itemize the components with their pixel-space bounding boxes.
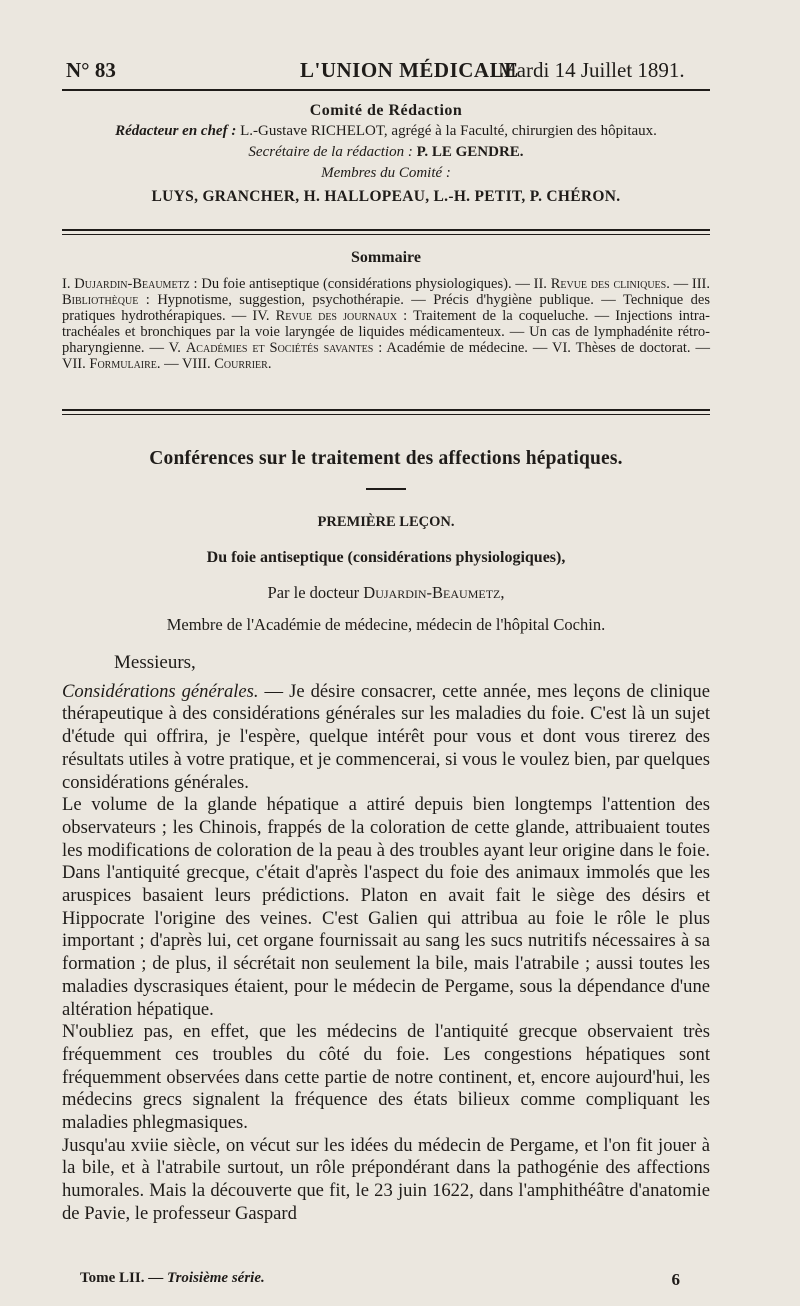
- sommaire-rule-1: [62, 409, 710, 411]
- sommaire-s7-text: . — VIII.: [156, 356, 215, 372]
- footer-tome: Tome LII. —: [80, 1270, 167, 1286]
- page-number: 6: [671, 1270, 680, 1289]
- comite-rule-1: [62, 229, 710, 231]
- sommaire-s1-num: I.: [62, 276, 71, 292]
- sommaire-s4-text: : Traitement de la coqueluche. — Injections intra-trachéales et bronchiques par la voie laryngée de liquides médicamenteux. — Un cas de lymphadénite rétro-pharyngienne. — V.: [62, 308, 710, 356]
- journal-title: L'UNION MÉDICALE: [300, 58, 519, 82]
- sommaire-s2-text: . — III.: [666, 276, 711, 292]
- by-prefix: Par le docteur: [267, 583, 364, 602]
- sommaire-s8-text: .: [267, 356, 272, 372]
- secretary-label: Secrétaire de la rédaction :: [248, 144, 413, 160]
- sommaire-block: [62, 250, 710, 372]
- page-footer: [80, 1270, 680, 1287]
- paragraph-4: Jusqu'au xviie siècle, on vécut sur les idées du médecin de Pergame, et l'on fit jouer à la bile, et à l'atrabile surtout, un rôle prépondérant dans la pathogénie des affections humorales. Mais la découverte que fit, le 23 juin 1622, dans l'amphithéâtre d'anatomie de Pavie, le professeur Gaspard: [62, 1134, 710, 1224]
- comite-block: [62, 100, 710, 207]
- comite-title: Comité de Rédaction: [309, 102, 463, 119]
- article-body: [62, 652, 710, 1226]
- issue-number: N° 83: [66, 58, 116, 82]
- chief-line: [62, 121, 710, 142]
- sommaire-s2-title: Revue des cliniques: [550, 276, 667, 292]
- members-label: Membres du Comité :: [321, 165, 451, 181]
- sommaire-s1-author: Dujardin-Beaumetz: [74, 276, 190, 292]
- paragraph-1: [62, 681, 710, 795]
- greeting: Messieurs,: [114, 652, 196, 673]
- chief-value: L.-Gustave RICHELOT, agrégé à la Faculté, chirurgien des hôpitaux.: [240, 123, 657, 139]
- issue-date: Mardi 14 Juillet 1891.: [498, 58, 685, 82]
- members-value: LUYS, GRANCHER, H. HALLOPEAU, L.-H. PETIT, P. CHÉRON.: [151, 188, 621, 205]
- sommaire-s5-text: : Académie de médecine. — VI. Thèses de doctorat. — VII.: [62, 340, 710, 372]
- article-subtitle: Du foie antiseptique (considérations physiologiques),: [206, 549, 566, 566]
- sommaire-s4-title: Revue des journaux: [275, 308, 398, 324]
- sommaire-s7-title: Formulaire: [89, 356, 157, 372]
- paragraph-3: N'oubliez pas, en effet, que les médecins de l'antiquité grecque observaient très fréquemment ces troubles du côté du foie. Les congestions hépatiques sont fréquemment observées dans cette partie de notre continent, et, encore aujourd'hui, les médecins grecs signalent la fréquence des états bilieux comme compliquant les maladies phlegmasiques.: [62, 1021, 710, 1134]
- author-name: Dujardin-Beaumetz,: [363, 583, 505, 602]
- sommaire-s1-text: : Du foie antiseptique (considérations physiologiques). — II.: [189, 276, 551, 292]
- secretary-value: P. LE GENDRE.: [416, 144, 524, 160]
- article-title: Conférences sur le traitement des affections hépatiques.: [149, 448, 623, 469]
- footer-serie: Troisième série.: [166, 1270, 265, 1286]
- sommaire-s3-title: Bibliothèque: [62, 292, 139, 308]
- sommaire-s3-text: : Hypnotisme, suggestion, psychothérapie. — Précis d'hygiène publique. — Technique des pratiques hydrothérapiques. — IV.: [62, 292, 710, 324]
- author-line: [62, 583, 710, 603]
- paragraph-1-lead: Considérations générales.: [62, 680, 259, 702]
- header-rule: [62, 89, 710, 91]
- sommaire-text: [62, 276, 710, 372]
- paragraph-2: Le volume de la glande hépatique a attiré depuis bien longtemps l'attention des observateurs ; les Chinois, frappés de la coloration de cette glande, attribuaient toutes les modifications de coloration de la peau à des troubles ayant leur origine dans le foie. Dans l'antiquité grecque, c'était d'après l'aspect du foie des animaux immolés que les aruspices basaient leurs prédictions. Platon en avait fait le siège des désirs et Hippocrate l'origine des veines. C'est Galien qui attribua au foie le rôle le plus important ; d'après lui, cet organe fournissait au sang les sucs nutritifs nécessaires à sa formation ; de plus, il sécrétait non seulement la bile, mais l'atrabile ; aussi toutes les maladies dyscrasiques étaient, pour le médecin de Pergame, sous la dépendance d'une altération hépatique.: [62, 794, 710, 1020]
- lesson-label: PREMIÈRE LEÇON.: [317, 514, 455, 530]
- paragraph-1-text: — Je désire consacrer, cette année, mes leçons de clinique thérapeutique à des considérations générales sur les maladies du foie. C'est là un sujet d'étude qui offrira, je l'espère, quelque intérêt pour vous et dont vous tirerez des résultats utiles à votre pratique, et je commencerai, si vous le voulez bien, par quelques considérations générales.: [62, 680, 710, 793]
- author-affiliation: Membre de l'Académie de médecine, médecin de l'hôpital Cochin.: [166, 615, 606, 634]
- sommaire-title: Sommaire: [351, 249, 421, 266]
- sommaire-rule-2: [62, 414, 710, 415]
- members-label-line: [62, 163, 710, 184]
- comite-rule-2: [62, 234, 710, 235]
- sommaire-s8-title: Courrier: [214, 356, 268, 372]
- secretary-line: [62, 142, 710, 163]
- article-heading: [62, 448, 710, 635]
- title-divider: [366, 488, 406, 490]
- chief-label: Rédacteur en chef :: [115, 123, 237, 139]
- page-header: [66, 52, 694, 86]
- sommaire-s5-title: Académies et Sociétés savantes: [185, 340, 374, 356]
